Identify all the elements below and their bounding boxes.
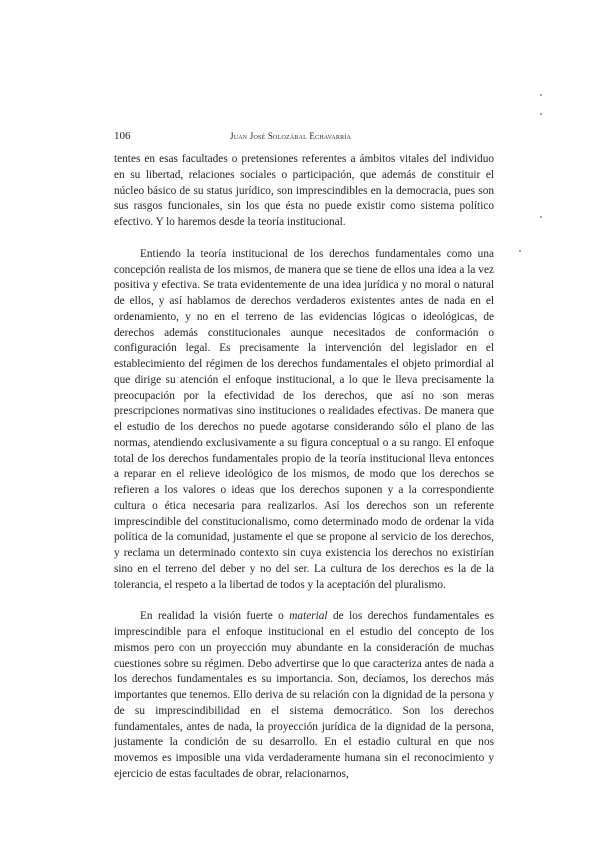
paragraph-continued: tentes en esas facultades o pretensiones referentes a ámbitos vitales del individuo en su libertad, relaciones sociales o participación, que además de constituir el núcleo básico de su status jurídico, son imprescindibles en la democracia, pues son sus rasgos funcionales, sin los que ésta no puede existir como sistema político efectivo. Y lo haremos desde la teoría institucional. — [114, 153, 494, 228]
paragraph-material-vision — [114, 609, 494, 782]
body-text — [114, 152, 494, 783]
running-head: Juan José Solozábal Echavarría — [230, 131, 352, 141]
paragraph-text-start: En realidad la visión fuerte o — [140, 610, 290, 623]
scan-speck — [519, 250, 521, 252]
paragraph-institutional-theory: Entiendo la teoría institucional de los derechos fundamentales como una concepción realista de los mismos, de manera que se tiene de ellos una idea a la vez positiva y efectiva. Se trata evidentemente de una idea jurídica y no moral o natural de ellos, y así hablamos de derechos verdaderos existentes antes de nada en el ordenamiento, y no en el terreno de las evidencias lógicas o ideológicas, de derechos además constitucionales aunque necesitados de conformación o configuración legal. Es precisamente la intervención del legislador en el establecimiento del régimen de los derechos fundamentales el objeto primordial al que dirige su atención el enfoque institucional, a lo que le lleva precisamente la preocupación por la efectividad de los derechos, que así no son meras prescripciones normativas sino instituciones o realidades efectivas. De manera que el estudio de los derechos no puede agotarse considerando sólo el plano de las normas, atendiendo exclusivamente a su figura conceptual o a su rango. El enfoque total de los derechos fundamentales propio de la teoría institucional lleva entonces a reparar en el relieve ideológico de los mismos, de modo que los derechos se refieren a los valores o ideas que los derechos suponen y a la correspondiente cultura o ética necesaria para realizarlos. Así los derechos son un referente imprescindible del constitucionalismo, como determinado modo de ordenar la vida política de la comunidad, justamente el que se propone al servicio de los derechos, y reclama un determinado contexto sin cuya existencia los derechos no existirían sino en el terreno del deber y no del ser. La cultura de los derechos es la de la tolerancia, el respeto a la libertad de todos y la aceptación del pluralismo. — [114, 247, 494, 591]
scan-speck — [540, 94, 542, 96]
scan-speck — [540, 216, 542, 218]
scan-speck — [540, 113, 542, 115]
paragraph-text-rest: de los derechos fundamentales es imprescindible para el enfoque institucional en el estudio del concepto de los mismos pero con un proyección muy abundante en la consideración de muchas cuestiones sobre su régimen. Debo advertirse que lo que caracteriza antes de nada a los derechos fundamentales es su importancia. Son, decíamos, los derechos más importantes que tenemos. Ello deriva de su relación con la dignidad de la persona y de su imprescindibilidad en el sistema democrático. Son los derechos fundamentales, antes de nada, la proyección jurídica de la dignidad de la persona, justamente la condición de su desarrollo. En el estadio cultural en que nos movemos es imposible una vida verdaderamente humana sin el reconocimiento y ejercicio de estas facultades de obrar, relacionarnos, — [114, 610, 494, 780]
page-header — [114, 130, 494, 146]
page-number: 106 — [114, 130, 131, 142]
italic-term: material — [289, 610, 328, 623]
